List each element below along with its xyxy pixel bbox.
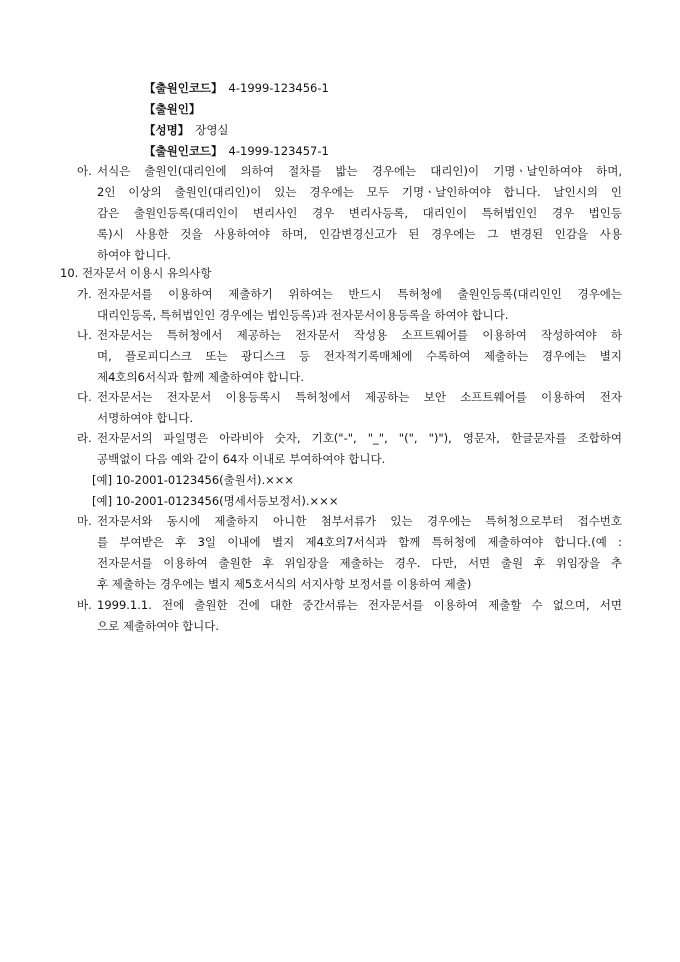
item-na-line-3: 제4호의6서식과 함께 제출하여야 합니다. <box>97 370 304 384</box>
field-label: 【출원인코드】 <box>144 81 223 95</box>
applicant-code-line-1 <box>144 79 329 97</box>
item-marker: 다. <box>77 390 92 404</box>
item-ma-line-1: 전자문서와 동시에 제출하지 아니한 첨부서류가 있는 경우에는 특허청으로부터 접수번호 <box>97 514 622 528</box>
item-a-line-2: 2인 이상의 출원인(대리인)이 있는 경우에는 모두 기명ㆍ날인하여야 합니다. 날인시의 인 <box>97 185 622 199</box>
item-ma-line-4: 후 제출하는 경우에는 별지 제5호서식의 서지사항 보정서를 이용하여 제출) <box>97 577 472 591</box>
item-ra-line-1: 전자문서의 파일명은 아라비아 숫자, 기호("-", "_", "(", ")"), 영문자, 한글문자를 조합하여 <box>97 431 622 445</box>
item-ma-line-2: 를 부여받은 후 3일 이내에 별지 제4호의7서식과 함께 특허청에 제출하여야 합니다.(예 : <box>97 535 622 549</box>
field-label: 【출원인】 <box>144 102 201 116</box>
item-da-line-1: 전자문서는 전자문서 이용등록시 특허청에서 제공하는 보안 소프트웨어를 이용하여 전자 <box>97 390 622 404</box>
item-na-line-2: 며, 플로피디스크 또는 광디스크 등 전자적기록매체에 수록하여 제출하는 경우에는 별지 <box>97 349 622 363</box>
field-value: 장영실 <box>195 123 229 137</box>
item-marker: 나. <box>77 328 92 342</box>
field-label: 【성명】 <box>144 123 190 137</box>
filename-example-2: [예] 10-2001-0123456(명세서등보정서).××× <box>92 494 339 508</box>
field-label: 【출원인코드】 <box>144 144 223 158</box>
applicant-line <box>144 100 200 118</box>
item-ga-line-1: 전자문서를 이용하여 제출하기 위하여는 반드시 특허청에 출원인등록(대리인인 경우에는 <box>97 287 622 301</box>
section-heading: 10. 전자문서 이용시 유의사항 <box>60 266 212 280</box>
item-da-line-2: 서명하여야 합니다. <box>97 411 194 425</box>
item-ra-line-2: 공백없이 다음 예와 같이 64자 이내로 부여하여야 합니다. <box>97 452 386 466</box>
filename-example-1: [예] 10-2001-0123456(출원서).××× <box>92 473 295 487</box>
item-ga-line-2: 대리인등록, 특허법인인 경우에는 법인등록)과 전자문서이용등록을 하여야 합니다. <box>97 308 509 322</box>
item-marker: 마. <box>77 514 92 528</box>
item-a-line-5: 하여야 합니다. <box>97 248 171 262</box>
item-marker: 가. <box>77 287 92 301</box>
item-ba-line-1: 1999.1.1. 전에 출원한 건에 대한 중간서류는 전자문서를 이용하여 제출할 수 없으며, 서면 <box>97 598 622 612</box>
name-line <box>144 121 229 139</box>
item-marker: 아. <box>77 164 92 178</box>
applicant-code-line-2 <box>144 142 329 160</box>
item-ba-line-2: 으로 제출하여야 합니다. <box>97 619 220 633</box>
item-ma-line-3: 전자문서를 이용하여 출원한 후 위임장을 제출하는 경우. 다만, 서면 출원 후 위임장을 추 <box>97 556 622 570</box>
item-a-line-3: 감은 출원인등록(대리인이 변리사인 경우 변리사등록, 대리인이 특허법인인 경우 법인등 <box>97 206 622 220</box>
item-a-line-4: 록)시 사용한 것을 사용하여야 하며, 인감변경신고가 된 경우에는 그 변경된 인감을 사용 <box>97 227 622 241</box>
item-na-line-1: 전자문서는 특허청에서 제공하는 전자문서 작성용 소프트웨어를 이용하여 작성하여야 하 <box>97 328 622 342</box>
field-value: 4-1999-123456-1 <box>228 81 329 95</box>
item-a-line-1: 서식은 출원인(대리인에 의하여 절차를 밟는 경우에는 대리인)이 기명ㆍ날인하여야 하며, <box>97 164 622 178</box>
field-value: 4-1999-123457-1 <box>228 144 329 158</box>
item-marker: 바. <box>77 598 92 612</box>
item-marker: 라. <box>77 431 92 445</box>
